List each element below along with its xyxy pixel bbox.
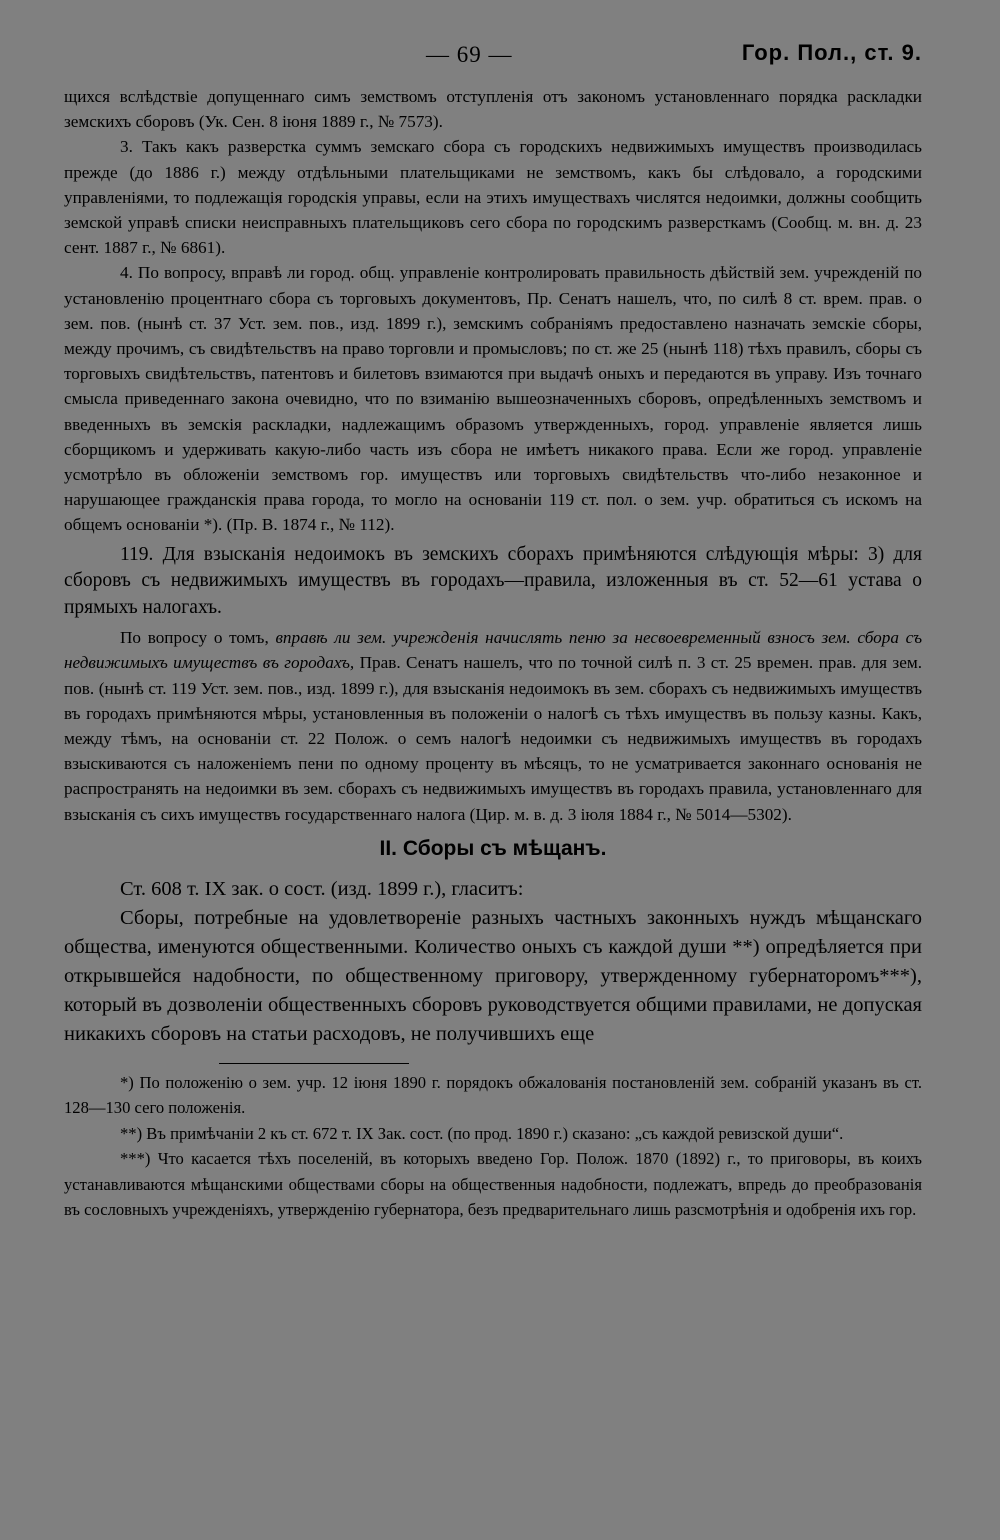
article-119: 119. Для взысканія недоимокъ въ земскихъ сборахъ примѣняются слѣдующія мѣры: 3) для сборовъ съ недвижимыхъ имуществъ въ городахъ—правила, изложенныя въ ст. 52—61 устава о прямыхъ налогахъ. (64, 543, 922, 618)
penalty-rest: Прав. Сенатъ нашелъ, что по точной силѣ п. 3 ст. 25 времен. прав. для зем. пов. (нынѣ ст. 119 Уст. зем. пов., изд. 1899 г.), для взысканія недоимокъ въ зем. сборахъ съ недвижимыхъ имуществъ въ городахъ примѣняются мѣры, установленныя въ положеніи о налогѣ съ тѣхъ имуществъ въ пользу казны. Какъ, между тѣмъ, на основаніи ст. 22 Полож. о семъ налогѣ недоимки съ недвижимыхъ имуществъ въ городахъ взыскиваются съ наложеніемъ пени по одному проценту въ мѣсяцъ, то не усматривается законнаго основанія не распространять на недоимки въ зем. сборахъ съ недвижимыхъ имуществъ въ городахъ правила, установленнаго для взысканія съ сихъ имуществъ государственнаго налога (Цир. м. в. д. 3 іюля 1884 г., № 5014—5302). (64, 653, 923, 824)
footnote-3: ***) Что касается тѣхъ поселеній, въ которыхъ введено Гор. Полож. 1870 (1892) г., то приговоры, въ коихъ устанавливаются мѣщанскими обществами сборы на общественныя надобности, подлежатъ, впредь до преобразованія въ сословныхъ учрежденіяхъ, утвержденію губернатора, безъ предварительнаго лишь разсмотрѣнія и одобренія ихъ гор. (64, 1149, 922, 1220)
page-number: — 69 — (426, 42, 513, 67)
paragraph-3: 3. Такъ какъ разверстка суммъ земскаго сбора съ городскихъ недвижимыхъ имуществъ производилась прежде (до 1886 г.) между отдѣльными плательщиками не земствомъ, какъ бы слѣдовало, а городскими управленіями, то подлежащія городскія управы, если на этихъ имуществахъ числятся недоимки, должны сообщить земской управѣ списки неисправныхъ плательщиковъ сего сбора по городскимъ разверсткамъ (Сообщ. м. вн. д. 23 сент. 1887 г., № 6861). (64, 137, 922, 258)
article-608-block (64, 875, 922, 1049)
penalty-paragraph (64, 625, 922, 827)
footnote-2: **) Въ примѣчаніи 2 къ ст. 672 т. IX Зак. сост. (по прод. 1890 г.) сказано: „съ каждой ревизской души“. (120, 1123, 844, 1143)
page (64, 38, 922, 1223)
running-head: Гор. Пол., ст. 9. (741, 40, 922, 65)
footnotes (64, 1070, 922, 1223)
paragraph-4: 4. По вопросу, вправѣ ли город. общ. управленіе контролировать правильность дѣйствій зем. учрежденій по установленію процентнаго сбора съ торговыхъ документовъ, Пр. Сенатъ нашелъ, что, по силѣ 8 ст. врем. прав. о зем. пов. (нынѣ ст. 37 Уст. зем. пов., изд. 1899 г.), земскимъ собраніямъ предоставлено назначать земскіе сборы, между прочимъ, съ свидѣтельствъ на право торговли и промысловъ; по ст. же 25 (нынѣ 118) тѣхъ правилъ, сборы съ торговыхъ свидѣтельствъ, патентовъ и билетовъ взимаются при выдачѣ оныхъ и передаются въ управу. Изъ точнаго смысла приведеннаго закона очевидно, что по взиманію вышеозначенныхъ сборовъ, опредѣленныхъ земствомъ и введенныхъ въ земскія раскладки, надлежащимъ образомъ утвержденныхъ, город. управленіе является лишь сборщикомъ и удерживать какую-либо часть изъ сбора не имѣетъ никакого права. Если же город. управленіе усмотрѣло въ обложеніи земствомъ гор. имуществъ или торговыхъ свидѣтельствъ что-либо незаконное и нарушающее гражданскія права города, то могло на основаніи 119 ст. пол. о зем. учр. обратиться съ искомъ на общемъ основаніи *). (Пр. В. 1874 г., № 112). (64, 263, 922, 535)
penalty-block (64, 625, 922, 827)
page-header (64, 38, 922, 84)
paragraph-continuation: щихся вслѣдствіе допущеннаго симъ земствомъ отступленія отъ закономъ установленнаго порядка раскладки земскихъ сборовъ (Ук. Сен. 8 іюня 1889 г., № 7573). (64, 87, 922, 132)
footnote-divider (219, 1063, 409, 1064)
body-text-top (64, 84, 922, 538)
article-608-text: Сборы, потребные на удовлетвореніе разныхъ частныхъ законныхъ нуждъ мѣщанскаго общества, именуются общественными. Количество оныхъ съ каждой души **) опредѣляется при открывшейся надобности, по общественному приговору, утвержденному губернаторомъ***), который въ дозволеніи общественныхъ сборовъ руководствуется общими правилами, не допуская никакихъ сборовъ на статьи расходовъ, не получившихъ еще (64, 906, 922, 1045)
penalty-question: вправѣ ли зем. учрежденія начислять пеню за несвоевременный взносъ зем. сбора съ недвижимыхъ имуществъ въ городахъ, (64, 628, 922, 673)
section-title: II. Сборы съ мѣщанъ. (379, 836, 607, 860)
footnote-1: *) По положенію о зем. учр. 12 іюня 1890 г. порядокъ обжалованія постановленій зем. собраній указанъ въ ст. 128—130 сего положенія. (64, 1072, 922, 1118)
penalty-lead: По вопросу о томъ, (120, 628, 269, 648)
article-119-block (64, 542, 922, 622)
article-608-heading: Ст. 608 т. IX зак. о сост. (изд. 1899 г.), гласитъ: (120, 877, 524, 900)
